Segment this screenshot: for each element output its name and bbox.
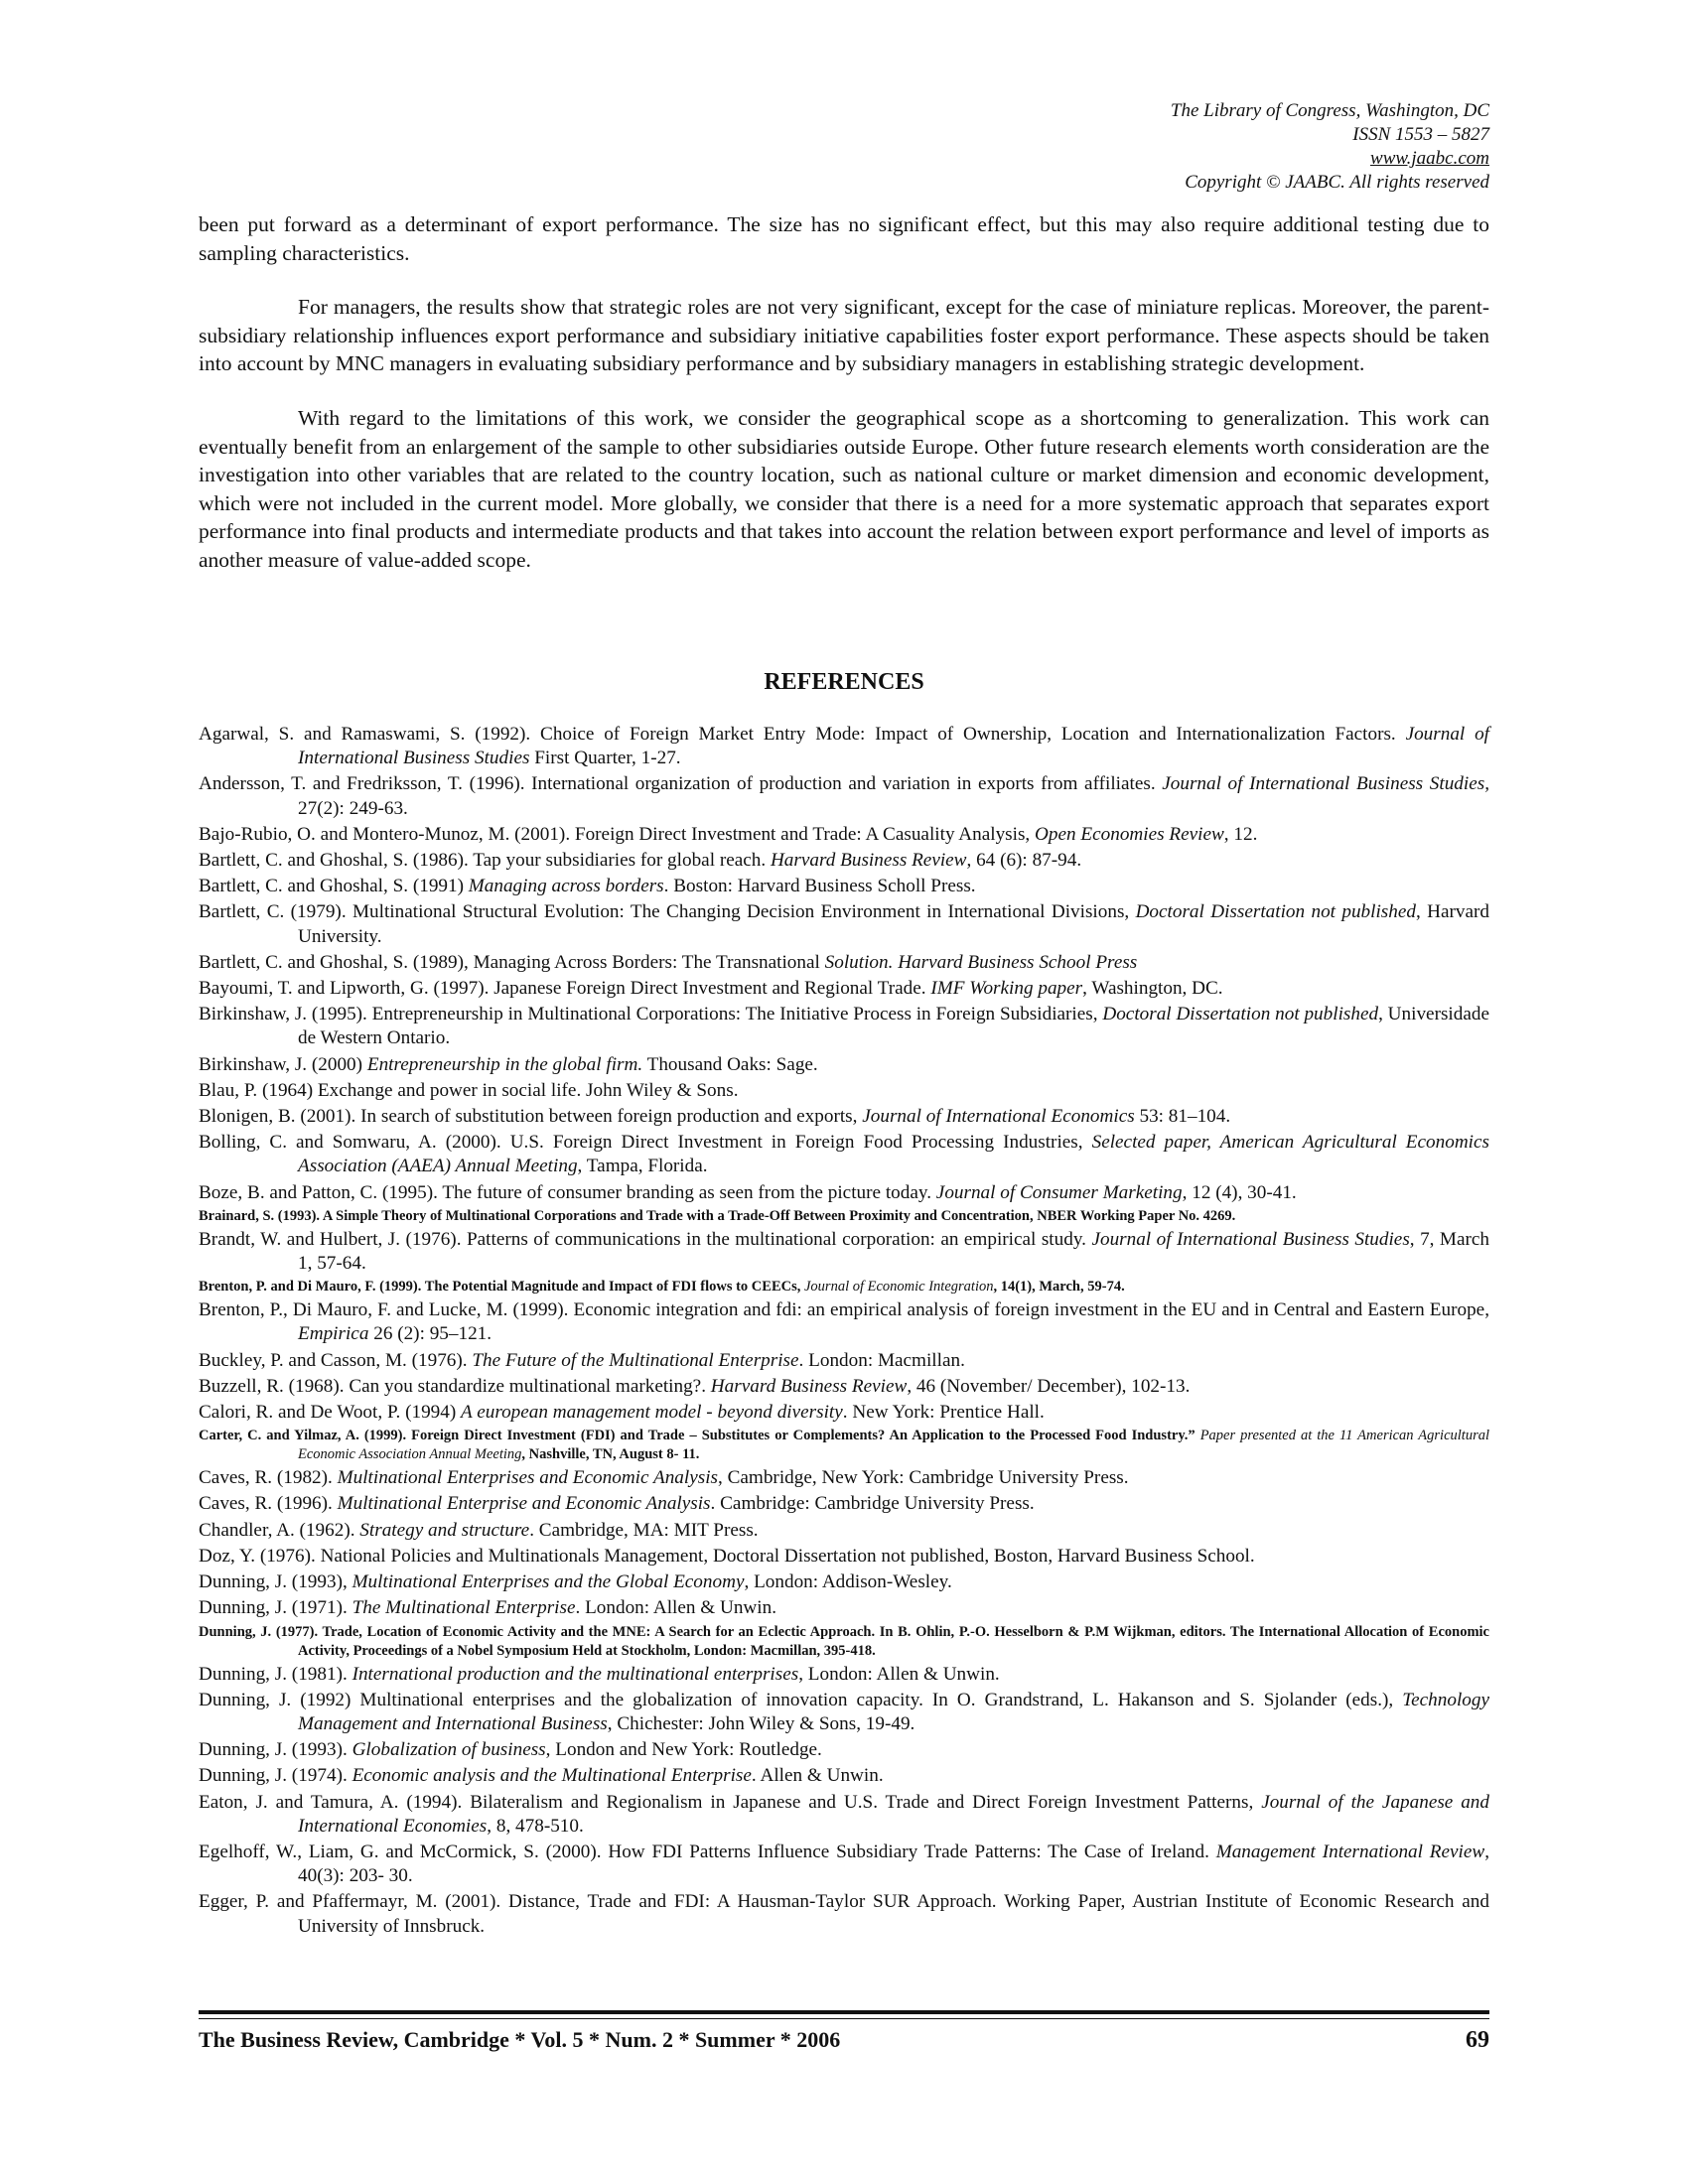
reference-text: Brandt, W. and Hulbert, J. (1976). Patterns of communications in the multinational corporation: an empirical study. [199,1228,1092,1250]
reference-details: 53: 81–104. [1134,1106,1231,1128]
reference-source-title: Globalization of business [352,1739,546,1761]
reference-text: Bartlett, C. and Ghoshal, S. (1991) [199,876,469,897]
reference-entry [199,1375,1489,1399]
reference-source-title: Entrepreneurship in the global firm. [366,1053,643,1075]
references-list [199,723,1489,1941]
reference-source-title: Journal of the Japanese and International Economies [298,1791,1489,1837]
reference-entry [199,1228,1489,1276]
reference-source-title: Multinational Enterprises and the Global Economy [352,1571,745,1593]
reference-details: , 14(1), March, 59-74. [993,1279,1125,1296]
page-number: 69 [1466,2027,1489,2053]
footer-journal: The Business Review, Cambridge * Vol. 5 * Num. 2 * Summer * 2006 [199,2027,841,2052]
reference-entry [199,900,1489,948]
reference-text: Blonigen, B. (2001). In search of substitution between foreign production and exports, [199,1106,863,1128]
reference-details: , Washington, DC. [1082,978,1223,1000]
reference-entry [199,951,1489,975]
header-copyright: Copyright © JAABC. All rights reserved [1185,172,1489,193]
reference-text: Bartlett, C. (1979). Multinational Structural Evolution: The Changing Decision Environment in International Divisions, [199,901,1136,923]
reference-details: First Quarter, 1-27. [529,748,681,769]
reference-entry [199,772,1489,820]
reference-text: Calori, R. and De Woot, P. (1994) [199,1402,462,1424]
reference-text: Birkinshaw, J. (1995). Entrepreneurship in Multinational Corporations: The Initiative Process in Foreign Subsidiaries, [199,1004,1103,1025]
reference-details: 27(2): 249-63. [298,797,408,819]
reference-entry [199,1131,1489,1178]
reference-entry [199,875,1489,898]
reference-entry [199,849,1489,873]
paragraph-2: For managers, the results show that strategic roles are not very significant, except for the case of miniature replicas. Moreover, the parent-subsidiary relationship influences export performance and subsidiary initiative capabilities foster export performance. These aspects should be taken into account by MNC managers in evaluating subsidiary performance and by subsidiary managers in establishing strategic development. [199,295,1489,376]
reference-entry [199,1890,1489,1938]
reference-details: , 7, March 1, 57-64. [298,1228,1490,1275]
reference-details: , Tampa, Florida. [577,1156,708,1177]
reference-text: Dunning, J. (1981). [199,1663,352,1685]
reference-entry [199,977,1489,1001]
reference-text: Bolling, C. and Somwaru, A. (2000). U.S. Foreign Direct Investment in Foreign Food Processing Industries, [199,1132,1092,1154]
reference-entry [199,1545,1489,1569]
reference-text: Doz, Y. (1976). National Policies and Multinationals Management, Doctoral Dissertation not published, Boston, Harvard Business School. [199,1545,1255,1567]
reference-entry [199,1003,1489,1050]
reference-source-title: Journal of International Business Studies, [1162,773,1489,795]
reference-details: , Harvard University. [298,901,1490,947]
paragraph-1: been put forward as a determinant of export performance. The size has no significant effect, but this may also require additional testing due to sampling characteristics. [199,212,1489,265]
reference-text: Caves, R. (1982). [199,1467,338,1489]
reference-details: , 12 (4), 30-41. [1182,1181,1297,1203]
reference-text: Brenton, P., Di Mauro, F. and Lucke, M. (1999). Economic integration and fdi: an empirical analysis of foreign investment in the EU and in Central and Eastern Europe, [199,1299,1489,1321]
reference-source-title: Empirica [298,1323,369,1345]
reference-entry [199,1278,1489,1297]
reference-details: . Boston: Harvard Business Scholl Press. [663,876,976,897]
reference-source-title: Paper presented at the 11 American Agricultural Economic Association Annual Meeting [298,1428,1489,1463]
reference-entry [199,1689,1489,1736]
reference-text: Boze, B. and Patton, C. (1995). The future of consumer branding as seen from the picture today. [199,1181,936,1203]
reference-entry [199,1841,1489,1888]
reference-source-title: International production and the multinational enterprises [352,1663,799,1685]
reference-details: , 8, 478-510. [487,1815,584,1837]
reference-source-title: Solution. Harvard Business School Press [824,951,1138,973]
reference-entry [199,1791,1489,1839]
reference-text: Bartlett, C. and Ghoshal, S. (1989), Managing Across Borders: The Transnational [199,951,825,973]
reference-entry [199,1079,1489,1103]
header-issn: ISSN 1553 – 5827 [1352,124,1489,145]
reference-source-title: Journal of International Business Studies [1091,1228,1410,1250]
reference-details: . Cambridge: Cambridge University Press. [710,1493,1035,1515]
reference-source-title: Doctoral Dissertation not published [1135,901,1416,923]
reference-entry [199,1401,1489,1425]
reference-entry [199,1466,1489,1490]
reference-text: Bartlett, C. and Ghoshal, S. (1986). Tap your subsidiaries for global reach. [199,850,771,872]
reference-source-title: Economic analysis and the Multinational Enterprise [352,1765,752,1787]
reference-details: , London and New York: Routledge. [545,1739,822,1761]
reference-text: Agarwal, S. and Ramaswami, S. (1992). Choice of Foreign Market Entry Mode: Impact of Ownership, Location and Internationalization Factors. [199,724,1406,745]
reference-entry [199,823,1489,847]
reference-entry [199,1738,1489,1762]
footer-rule-thin [199,2018,1489,2019]
reference-entry [199,723,1489,770]
reference-details: . London: Macmillan. [798,1349,965,1371]
reference-source-title: Technology Management and International Business [298,1689,1489,1734]
reference-text: Brenton, P. and Di Mauro, F. (1999). The Potential Magnitude and Impact of FDI flows to CEECs, [199,1279,804,1296]
reference-source-title: Management International Review [1215,1841,1485,1862]
reference-source-title: Journal of International Business Studies [298,724,1489,769]
body-text [199,210,1489,601]
reference-details: . New York: Prentice Hall. [842,1402,1045,1424]
reference-text: Buckley, P. and Casson, M. (1976). [199,1349,473,1371]
reference-text: Carter, C. and Yilmaz, A. (1999). Foreign Direct Investment (FDI) and Trade – Substitutes or Complements? An Application to the Processed Food Industry.” [199,1428,1200,1444]
references-heading: REFERENCES [764,669,924,695]
reference-entry [199,1663,1489,1687]
reference-entry [199,1427,1489,1464]
reference-entry [199,1349,1489,1373]
reference-source-title: A european management model - beyond diversity [461,1402,843,1424]
reference-source-title: Journal of Consumer Marketing [935,1181,1183,1203]
reference-details: , Universidade de Western Ontario. [298,1004,1489,1049]
reference-text: Caves, R. (1996). [199,1493,338,1515]
reference-entry [199,1105,1489,1129]
reference-details: , 40(3): 203- 30. [298,1841,1489,1887]
footer-rule-thick [199,2010,1489,2014]
reference-details: . London: Allen & Unwin. [575,1597,777,1619]
reference-entry [199,1492,1489,1516]
reference-details: , Nashville, TN, August 8- 11. [521,1446,700,1463]
reference-source-title: The Future of the Multinational Enterprise [472,1349,799,1371]
reference-details: , London: Allen & Unwin. [798,1663,1000,1685]
reference-details: , London: Addison-Wesley. [744,1571,952,1593]
reference-details: , Cambridge, New York: Cambridge University Press. [718,1467,1129,1489]
reference-text: Birkinshaw, J. (2000) [199,1053,367,1075]
reference-details: 26 (2): 95–121. [368,1323,492,1345]
page-header [1171,99,1489,195]
reference-text: Bayoumi, T. and Lipworth, G. (1997). Japanese Foreign Direct Investment and Regional Trade. [199,978,931,1000]
reference-details: . Cambridge, MA: MIT Press. [529,1519,759,1541]
reference-text: Brainard, S. (1993). A Simple Theory of Multinational Corporations and Trade with a Trade-Off Between Proximity and Concentration, NBER Working Paper No. 4269. [199,1207,1236,1224]
header-publisher: The Library of Congress, Washington, DC [1170,100,1489,121]
reference-source-title: Multinational Enterprises and Economic Analysis [337,1467,718,1489]
reference-text: Egelhoff, W., Liam, G. and McCormick, S. (2000). How FDI Patterns Influence Subsidiary Trade Patterns: The Case of Ireland. [199,1841,1216,1862]
paragraph-3: With regard to the limitations of this work, we consider the geographical scope as a shortcoming to generalization. This work can eventually benefit from an enlargement of the sample to other subsidiaries outside Europe. Other future research elements worth consideration are the investigation into other variables that are related to the country location, such as national culture or market dimension and economic development, which were not included in the current model. More globally, we consider that there is a need for a more systematic approach that separates export performance into final products and intermediate products and that takes into account the relation between export performance and level of imports as another measure of value-added scope. [199,405,1489,572]
reference-entry [199,1623,1489,1661]
reference-source-title: Multinational Enterprise and Economic Analysis [337,1493,711,1515]
reference-text: Dunning, J. (1977). Trade, Location of Economic Activity and the MNE: A Search for an Eclectic Approach. In B. Ohlin, P.-O. Hesselborn & P.M Wijkman, editors. The International Allocation of Economic Activity, Proceedings of a Nobel Symposium Held at Stockholm, London: Macmillan, 395-418. [199,1623,1489,1659]
reference-text: Dunning, J. (1993), [199,1571,352,1593]
reference-text: Dunning, J. (1993). [199,1739,352,1761]
reference-text: Chandler, A. (1962). [199,1519,360,1541]
reference-details: , 12. [1223,823,1258,845]
reference-entry [199,1053,1489,1077]
reference-text: Andersson, T. and Fredriksson, T. (1996). International organization of production and variation in exports from affiliates. [199,773,1163,795]
header-website-link[interactable]: www.jaabc.com [1370,148,1489,169]
reference-source-title: Journal of International Economics [862,1106,1135,1128]
reference-source-title: Harvard Business Review [770,850,967,872]
reference-text: Dunning, J. (1974). [199,1765,352,1787]
reference-source-title: IMF Working paper [930,978,1083,1000]
reference-details: . Allen & Unwin. [751,1765,884,1787]
reference-source-title: Selected paper, American Agricultural Economics Association (AAEA) Annual Meeting [298,1132,1489,1177]
reference-source-title: The Multinational Enterprise [352,1597,576,1619]
reference-text: Blau, P. (1964) Exchange and power in social life. John Wiley & Sons. [199,1079,739,1101]
reference-text: Eaton, J. and Tamura, A. (1994). Bilateralism and Regionalism in Japanese and U.S. Trade and Direct Foreign Investment Patterns, [199,1791,1262,1813]
reference-source-title: Strategy and structure [359,1519,530,1541]
reference-entry [199,1519,1489,1543]
reference-entry [199,1764,1489,1788]
reference-source-title: Doctoral Dissertation not published [1102,1004,1379,1025]
reference-details: , 46 (November/ December), 102-13. [907,1375,1191,1397]
reference-entry [199,1207,1489,1226]
reference-details: Thousand Oaks: Sage. [642,1053,818,1075]
reference-source-title: Journal of Economic Integration [803,1279,994,1296]
reference-entry [199,1181,1489,1205]
reference-text: Dunning, J. (1992) Multinational enterprises and the globalization of innovation capacity. In O. Grandstrand, L. Hakanson and S. Sjolander (eds.), [199,1689,1403,1710]
reference-source-title: Managing across borders [468,876,664,897]
reference-entry [199,1298,1489,1346]
reference-entry [199,1570,1489,1594]
reference-text: Dunning, J. (1971). [199,1597,352,1619]
reference-entry [199,1596,1489,1620]
reference-text: Egger, P. and Pfaffermayr, M. (2001). Distance, Trade and FDI: A Hausman-Taylor SUR Approach. Working Paper, Austrian Institute of Economic Research and University of Innsbruck. [199,1891,1489,1937]
reference-details: , 64 (6): 87-94. [966,850,1082,872]
reference-text: Buzzell, R. (1968). Can you standardize multinational marketing?. [199,1375,711,1397]
reference-source-title: Harvard Business Review [710,1375,908,1397]
reference-source-title: Open Economies Review [1035,823,1224,845]
reference-details: , Chichester: John Wiley & Sons, 19-49. [607,1712,915,1734]
reference-text: Bajo-Rubio, O. and Montero-Munoz, M. (2001). Foreign Direct Investment and Trade: A Casuality Analysis, [199,823,1036,845]
